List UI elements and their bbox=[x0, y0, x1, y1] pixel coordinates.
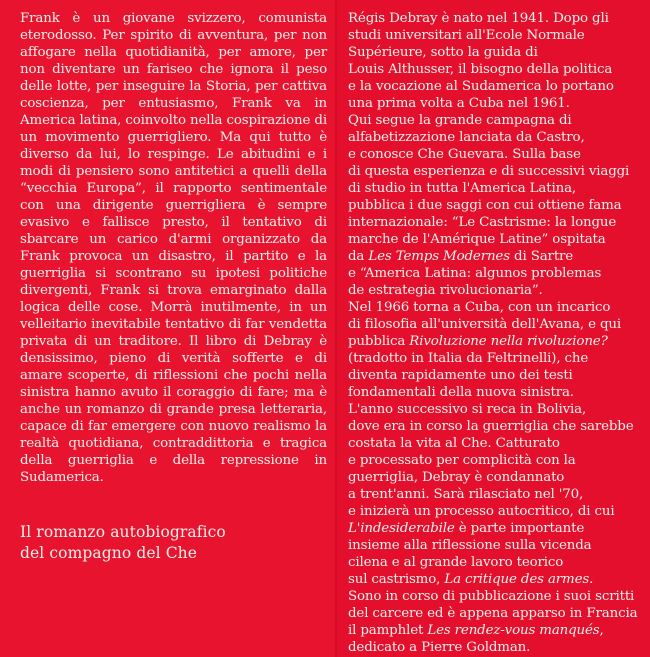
bio-text: marche de l'Amérique Latine” ospitata bbox=[348, 232, 606, 247]
bio-text: (tradotto in Italia da Feltrinelli), che bbox=[348, 351, 589, 366]
bio-text: e inizierà un processo autocritico, di cui bbox=[348, 504, 615, 519]
bio-line bbox=[348, 384, 642, 401]
bio-line bbox=[348, 469, 642, 486]
bio-line bbox=[348, 622, 642, 639]
bio-text: il pamphlet bbox=[348, 623, 428, 638]
bio-text: di studio in tutta l'America Latina, bbox=[348, 181, 577, 196]
bio-line bbox=[348, 486, 642, 503]
bio-italic-title: L'indesiderabile bbox=[348, 521, 455, 536]
bio-line bbox=[348, 231, 642, 248]
bio-line bbox=[348, 401, 642, 418]
bio-line bbox=[348, 282, 642, 299]
bio-line bbox=[348, 248, 642, 265]
bio-line bbox=[348, 95, 642, 112]
bio-italic-title: Les rendez-vous manqués bbox=[427, 623, 600, 638]
bio-text: diventa rapidamente uno dei testi bbox=[348, 368, 573, 383]
bio-line bbox=[348, 180, 642, 197]
bio-line bbox=[348, 554, 642, 571]
bio-text: Supérieure, sotto la guida di bbox=[348, 45, 538, 60]
bio-text: alfabetizzazione lanciata da Castro, bbox=[348, 130, 585, 145]
bio-text: insieme alla riflessione sulla vicenda bbox=[348, 538, 592, 553]
bio-text: una prima volta a Cuba nel 1961. bbox=[348, 96, 570, 111]
bio-text: di Sartre bbox=[509, 249, 574, 264]
bio-line bbox=[348, 571, 642, 588]
bio-line bbox=[348, 214, 642, 231]
bio-line bbox=[348, 146, 642, 163]
bio-line bbox=[348, 520, 642, 537]
bio-text: da bbox=[348, 249, 369, 264]
bio-line bbox=[348, 112, 642, 129]
tagline-line: del compagno del Che bbox=[20, 544, 198, 562]
bio-text: dedicato a Pierre Goldman. bbox=[348, 640, 531, 655]
bio-text: Régis Debray è nato nel 1941. Dopo gli bbox=[348, 11, 609, 26]
bio-line bbox=[348, 367, 642, 384]
bio-text: cilena e al grande lavoro teorico bbox=[348, 555, 564, 570]
bio-text: fondamentali della nuova sinistra. bbox=[348, 385, 574, 400]
bio-text: e processato per complicità con la bbox=[348, 453, 576, 468]
bio-line bbox=[348, 27, 642, 44]
bio-line bbox=[348, 163, 642, 180]
bio-line bbox=[348, 10, 642, 27]
bio-line bbox=[348, 588, 642, 605]
bio-text: Louis Althusser, il bisogno della politica bbox=[348, 62, 613, 77]
bio-line bbox=[348, 265, 642, 282]
bio-text: sul castrismo, bbox=[348, 572, 445, 587]
bio-line bbox=[348, 316, 642, 333]
bio-text: guerriglia, Debray è condannato bbox=[348, 470, 565, 485]
right-column bbox=[337, 0, 650, 657]
bio-line bbox=[348, 44, 642, 61]
bio-text: Sono in corso di pubblicazione i suoi scritti bbox=[348, 589, 635, 604]
bio-line bbox=[348, 299, 642, 316]
bio-italic-title: Rivoluzione nella rivoluzione? bbox=[409, 334, 608, 349]
bio-text: dove era in corso la guerriglia che sarebbe bbox=[348, 419, 634, 434]
book-blurb: Frank è un giovane svizzero, comunista eterodosso. Per spirito di avventura, per non affogare nella quotidianità, per amore, per non diventare un fariseo che ignora il peso delle lotte, per inseguire la Storia, per cattiva coscienza, per entusiasmo, Frank va in America latina, coinvolto nella cospirazione di un movimento guerrigliero. Ma qui tutto è diverso da lui, lo respinge. Le abitudini e i modi di pensiero sono antitetici a quelli della “vecchia Europa”, il rapporto sentimentale con una dirigente guerrigliera è sempre evasivo e fallisce presto, il tentativo di sbarcare un carico d'armi organizzato da Frank provoca un disastro, il partito e la guerriglia si scontrano su ipotesi politiche divergenti, Frank si trova emarginato dalla logica delle cose. Morrà inutilmente, in un velleitario inevitabile tentativo di far vendetta privata di un traditore. Il libro di Debray è densissimo, pieno di verità sofferte e di amare scoperte, di riflessioni che pochi nella sinistra hanno avuto il coraggio di fare; ma è anche un romanzo di grande presa letteraria, capace di far emergere con nuovo realismo la realtà quotidiana, contraddittoria e tragica della guerriglia e della repressione in Sudamerica. bbox=[20, 11, 327, 485]
tagline-line: Il romanzo autobiografico bbox=[20, 523, 226, 541]
bio-text: Nel 1966 torna a Cuba, con un incarico bbox=[348, 300, 611, 315]
bio-line bbox=[348, 537, 642, 554]
bio-text: L'anno successivo si reca in Bolivia, bbox=[348, 402, 587, 417]
bio-line bbox=[348, 452, 642, 469]
bio-italic-title: La critique des armes. bbox=[444, 572, 594, 587]
bio-text: è parte importante bbox=[454, 521, 585, 536]
bio-text: a trent'anni. Sarà rilasciato nel '70, bbox=[348, 487, 584, 502]
bio-line bbox=[348, 639, 642, 656]
bio-line bbox=[348, 78, 642, 95]
tagline bbox=[20, 522, 327, 564]
bio-line bbox=[348, 418, 642, 435]
bio-text: internazionale: “Le Castrisme: la longue bbox=[348, 215, 617, 230]
bio-text: e la vocazione al Sudamerica lo portano bbox=[348, 79, 614, 94]
bio-line bbox=[348, 350, 642, 367]
bio-italic-title: Les Temps Modernes bbox=[368, 249, 510, 264]
bio-line bbox=[348, 605, 642, 622]
bio-text: Qui segue la grande campagna di bbox=[348, 113, 572, 128]
bio-line bbox=[348, 435, 642, 452]
bio-text: e conosce Che Guevara. Sulla base bbox=[348, 147, 581, 162]
bio-text: pubblica i due saggi con cui ottiene fama bbox=[348, 198, 622, 213]
bio-text: , bbox=[599, 623, 604, 638]
bio-text: di questa esperienza e di successivi viaggi bbox=[348, 164, 630, 179]
bio-text: de estrategia rivolucionaria”. bbox=[348, 283, 543, 298]
bio-line bbox=[348, 129, 642, 146]
bio-line bbox=[348, 197, 642, 214]
bio-text: studi universitari all'Ecole Normale bbox=[348, 28, 585, 43]
bio-line bbox=[348, 61, 642, 78]
bio-text: pubblica bbox=[348, 334, 410, 349]
bio-line bbox=[348, 503, 642, 520]
bio-text: e “America Latina: algunos problemas bbox=[348, 266, 602, 281]
bio-text: di filosofia all'università dell'Avana, e qui bbox=[348, 317, 621, 332]
bio-text: costata la vita al Che. Catturato bbox=[348, 436, 560, 451]
author-bio bbox=[348, 10, 642, 656]
bio-text: del carcere ed è appena apparso in Francia bbox=[348, 606, 638, 621]
bio-line bbox=[348, 333, 642, 350]
